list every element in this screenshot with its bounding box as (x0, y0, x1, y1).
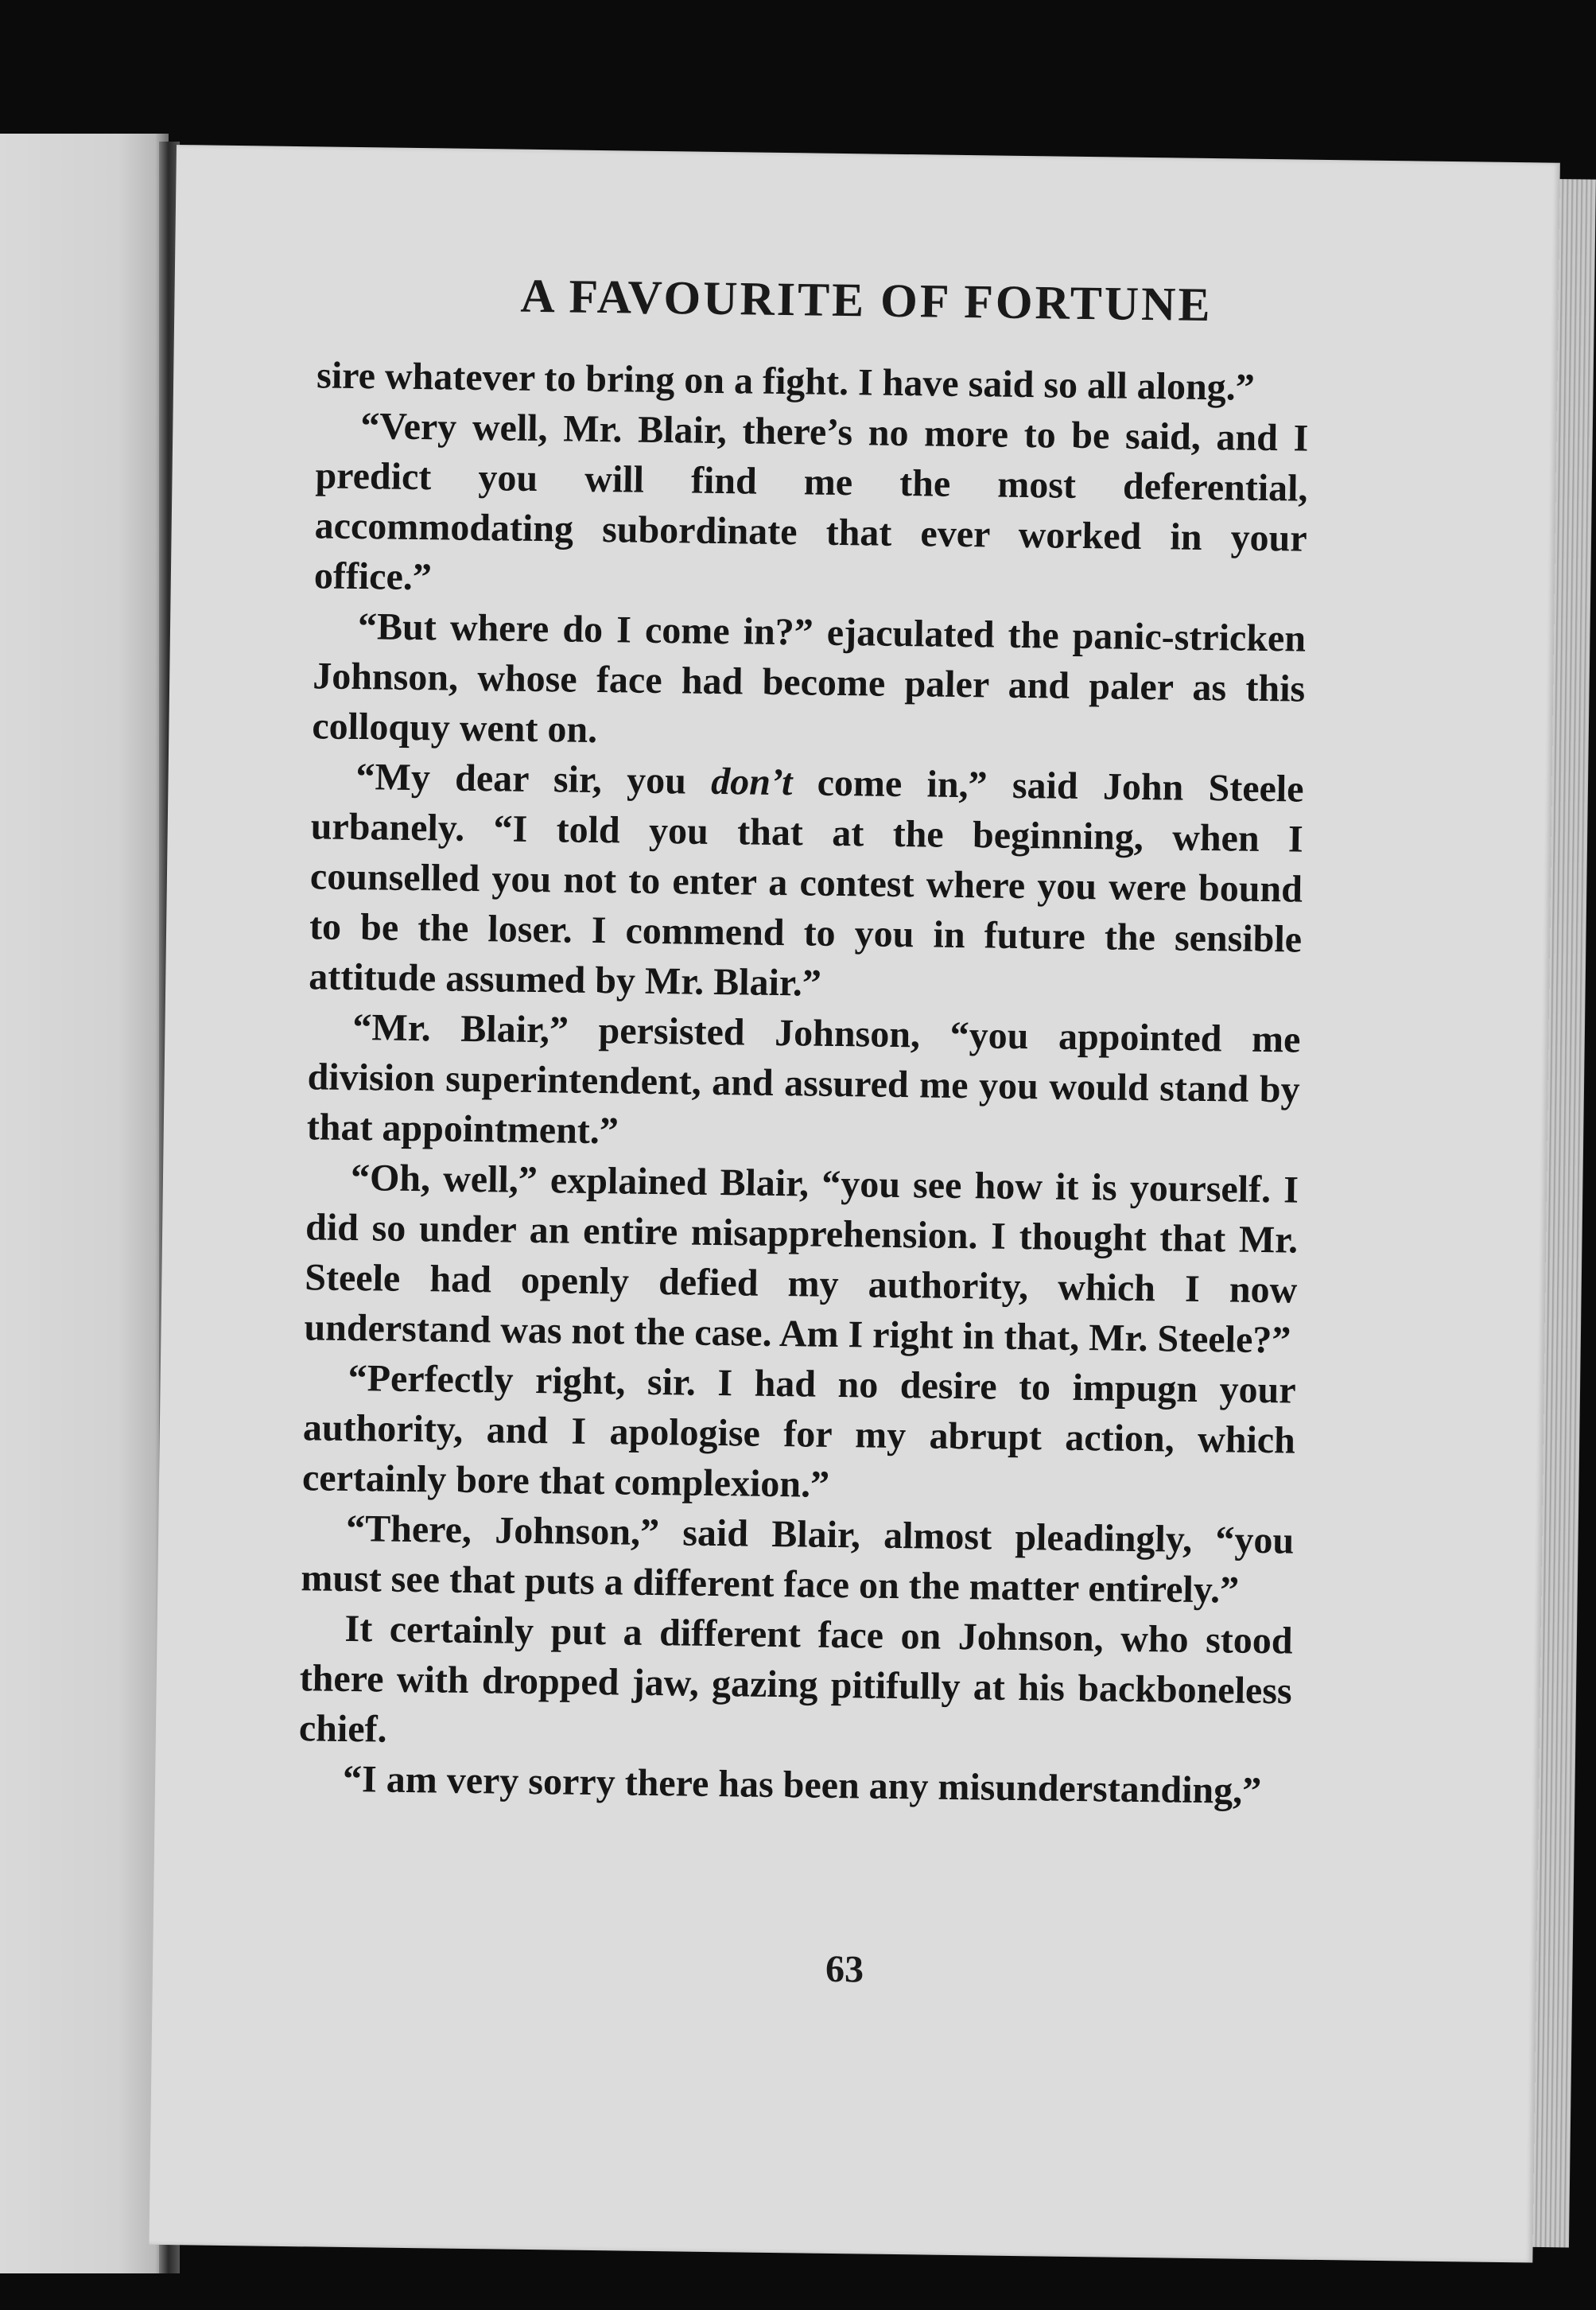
paragraph-6: “Oh, well,” explained Blair, “you see how it is yourself. I did so under an entire misapprehension. I thought that Mr. Steele had openly defied my authority, which I now understand was not the case. Am I right in that, Mr. Steele?” (304, 1156, 1299, 1362)
facing-page (0, 134, 169, 2273)
paragraph-8: “There, Johnson,” said Blair, almost pleadingly, “you must see that puts a different face on the matter entirely.” (301, 1507, 1295, 1612)
running-head: A FAVOURITE OF FORTUNE (520, 269, 1213, 332)
paragraph-9: It certainly put a different face on Johnson, who stood there with dropped jaw, gazing pitifully at his backboneless chief. (298, 1607, 1293, 1751)
paragraph-10: “I am very sorry there has been any misunderstanding,” (342, 1757, 1262, 1813)
paragraph-4-end: come in,” said John Steele urbanely. “I told you that at the beginning, when I counselled you not to enter a contest where you were bound to be the loser. I commend to you in future the sensible attitude assumed by Mr. Blair.” (308, 761, 1304, 1005)
paragraph-4-start: “My dear sir, you (355, 756, 712, 803)
paragraph-3: “But where do I come in?” ejaculated the panic-stricken Johnson, whose face had become paler and paler as this colloquy went on. (312, 605, 1307, 751)
paragraph-2: “Very well, Mr. Blair, there’s no more to be said, and I predict you will find me the most deferential, accommodating subordinate that ever worked in your office.” (313, 405, 1309, 599)
page-number: 63 (825, 1947, 864, 1991)
paragraph-1: sire whatever to bring on a fight. I have said so all along.” (316, 354, 1256, 409)
paragraph-7: “Perfectly right, sir. I had no desire to impugn your authority, and I apologise for my abrupt action, which certainly bore that complexion.” (301, 1356, 1296, 1506)
paragraph-4 (309, 751, 1304, 1014)
body-text (298, 350, 1310, 1816)
paragraph-5: “Mr. Blair,” persisted Johnson, “you appointed me division superintendent, and assured me you would stand by that appointment.” (306, 1005, 1301, 1153)
italic-word: don’t (710, 760, 793, 804)
book-page (149, 145, 1559, 2263)
